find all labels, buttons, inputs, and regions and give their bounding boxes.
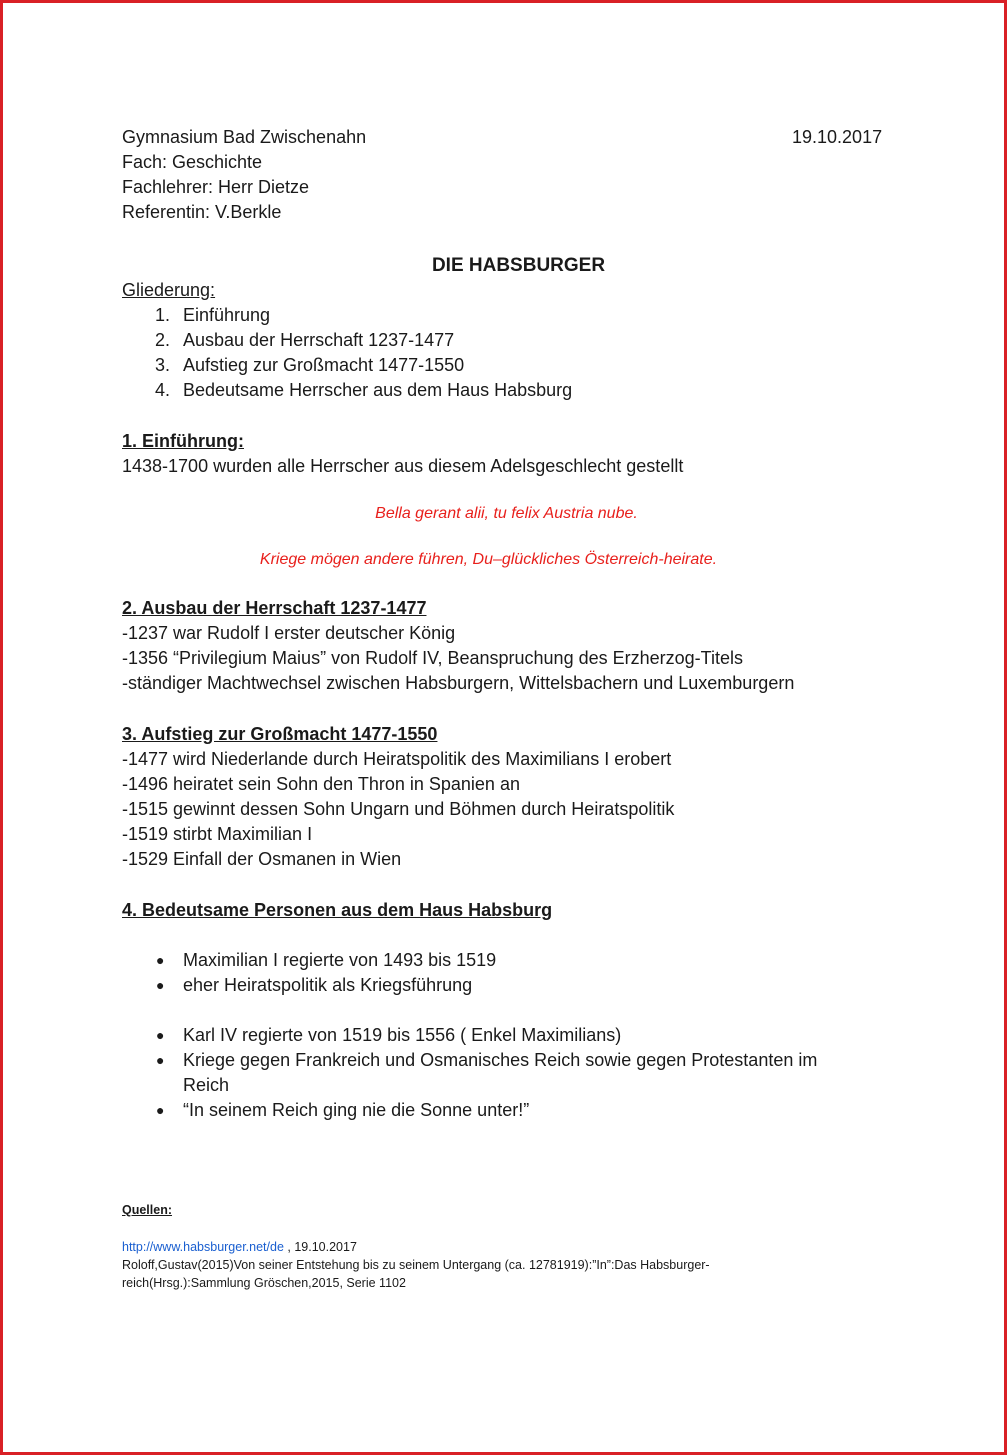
outline-item-number: 1. [155, 305, 171, 325]
section2-line: -ständiger Machtwechsel zwischen Habsburgern, Wittelsbachern und Luxemburgern [122, 673, 795, 693]
bullet-icon: ● [156, 977, 165, 993]
outline-item-number: 3. [155, 355, 171, 375]
source-link-date: , 19.10.2017 [283, 1240, 357, 1254]
bullet-icon: ● [156, 1027, 165, 1043]
bullet-text: eher Heiratspolitik als Kriegsführung [183, 975, 473, 995]
outline-item-text: Aufstieg zur Großmacht 1477-1550 [183, 355, 465, 375]
section2-line: -1237 war Rudolf I erster deutscher König [122, 623, 456, 643]
outline-item-number: 4. [155, 380, 171, 400]
bullet-text: Kriege gegen Frankreich und Osmanisches Reich sowie gegen Protestanten im [183, 1050, 818, 1070]
school-name: Gymnasium Bad Zwischenahn [122, 127, 367, 147]
source-reference-line: reich(Hrsg.):Sammlung Gröschen,2015, Serie 1102 [122, 1276, 406, 1290]
bullet-text: Maximilian I regierte von 1493 bis 1519 [183, 950, 497, 970]
outline-item-text: Bedeutsame Herrscher aus dem Haus Habsburg [183, 380, 573, 400]
bullet-icon: ● [156, 1102, 165, 1118]
section4-heading: 4. Bedeutsame Personen aus dem Haus Habsburg [122, 900, 553, 920]
outline-heading: Gliederung: [122, 280, 216, 300]
section2-line: -1356 “Privilegium Maius” von Rudolf IV, Beanspruchung des Erzherzog-Titels [122, 648, 743, 668]
page-title: DIE HABSBURGER [431, 255, 606, 276]
bullet-icon: ● [156, 952, 165, 968]
section3-line: -1529 Einfall der Osmanen in Wien [122, 849, 402, 869]
section3-line: -1477 wird Niederlande durch Heiratspolitik des Maximilians I erobert [122, 749, 672, 769]
section3-line: -1496 heiratet sein Sohn den Thron in Spanien an [122, 774, 520, 794]
source-web [122, 1238, 357, 1256]
bullet-item [3, 973, 1003, 998]
bullet-icon: ● [156, 1052, 165, 1068]
sources-heading: Quellen: [122, 1203, 173, 1217]
bullet-text-continuation: Reich [183, 1075, 230, 1095]
german-quote: Kriege mögen andere führen, Du–glückliches Österreich-heirate. [259, 551, 718, 568]
bullet-item [3, 1023, 1003, 1048]
section1-text: 1438-1700 wurden alle Herrscher aus diesem Adelsgeschlecht gestellt [122, 456, 684, 476]
bullet-text: “In seinem Reich ging nie die Sonne unter!” [183, 1100, 530, 1120]
teacher-line: Fachlehrer: Herr Dietze [122, 177, 310, 197]
bullet-item [3, 1048, 1003, 1073]
section3-line: -1515 gewinnt dessen Sohn Ungarn und Böhmen durch Heiratspolitik [122, 799, 675, 819]
document-date: 19.10.2017 [792, 127, 883, 147]
outline-item [3, 328, 1003, 353]
source-link[interactable]: http://www.habsburger.net/de [122, 1240, 284, 1254]
outline-item-text: Einführung [183, 305, 271, 325]
outline-item [3, 303, 1003, 328]
outline-item-text: Ausbau der Herrschaft 1237-1477 [183, 330, 455, 350]
outline-item [3, 353, 1003, 378]
bullet-text: Karl IV regierte von 1519 bis 1556 ( Enkel Maximilians) [183, 1025, 622, 1045]
subject-line: Fach: Geschichte [122, 152, 263, 172]
outline-item [3, 378, 1003, 403]
section1-heading: 1. Einführung: [122, 431, 244, 451]
section3-heading: 3. Aufstieg zur Großmacht 1477-1550 [122, 724, 438, 744]
latin-quote: Bella gerant alii, tu felix Austria nube. [375, 505, 638, 522]
bullet-item [3, 1098, 1003, 1123]
section2-heading: 2. Ausbau der Herrschaft 1237-1477 [122, 598, 427, 618]
section3-line: -1519 stirbt Maximilian I [122, 824, 313, 844]
speaker-line: Referentin: V.Berkle [122, 202, 282, 222]
outline-item-number: 2. [155, 330, 171, 350]
source-reference-line: Roloff,Gustav(2015)Von seiner Entstehung bis zu seinem Untergang (ca. 12781919):”In”:Das Habsburger- [122, 1258, 710, 1272]
bullet-item [3, 948, 1003, 973]
